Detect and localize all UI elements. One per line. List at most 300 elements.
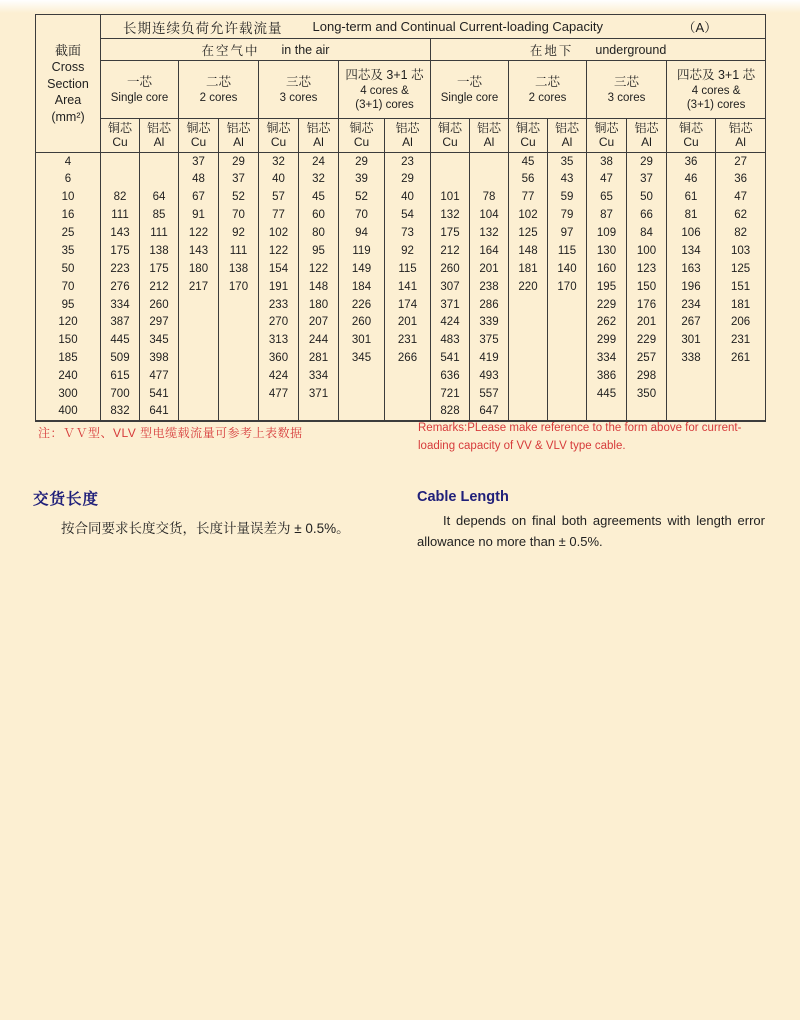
capacity-cell: 641 xyxy=(140,403,179,421)
capacity-cell: 509 xyxy=(101,349,140,367)
capacity-cell: 181 xyxy=(509,260,548,278)
capacity-cell: 234 xyxy=(667,296,716,314)
capacity-cell: 106 xyxy=(667,224,716,242)
capacity-cell: 201 xyxy=(627,314,667,332)
capacity-cell: 636 xyxy=(431,367,470,385)
capacity-cell: 65 xyxy=(587,188,627,206)
capacity-cell xyxy=(179,314,219,332)
capacity-cell: 32 xyxy=(299,170,339,188)
table-row xyxy=(36,242,766,260)
capacity-cell: 95 xyxy=(299,242,339,260)
size-cell: 240 xyxy=(36,367,101,385)
remarks-en: Remarks:PLease make reference to the form above for current-loading capacity of VV & VLV type cable. xyxy=(418,422,742,452)
capacity-cell: 82 xyxy=(716,224,766,242)
capacity-cell xyxy=(509,403,548,421)
capacity-cell: 175 xyxy=(101,242,140,260)
capacity-cell: 122 xyxy=(259,242,299,260)
capacity-cell: 141 xyxy=(385,278,431,296)
capacity-cell: 45 xyxy=(509,153,548,171)
material-header: 铝芯 Al xyxy=(385,119,431,153)
capacity-cell: 231 xyxy=(716,331,766,349)
capacity-cell: 123 xyxy=(627,260,667,278)
capacity-cell: 419 xyxy=(470,349,509,367)
capacity-cell: 445 xyxy=(587,385,627,403)
cross-section-corner-header xyxy=(36,15,101,153)
note-zh: 注：ＶＶ型、VLV 型电缆载流量可参考上表数据 xyxy=(38,426,303,440)
capacity-cell: 40 xyxy=(259,170,299,188)
capacity-cell: 229 xyxy=(587,296,627,314)
capacity-cell: 313 xyxy=(259,331,299,349)
capacity-cell: 170 xyxy=(219,278,259,296)
size-cell: 10 xyxy=(36,188,101,206)
size-cell: 95 xyxy=(36,296,101,314)
corner-label-en: (mm²) xyxy=(51,109,85,124)
capacity-cell: 196 xyxy=(667,278,716,296)
capacity-cell: 97 xyxy=(548,224,587,242)
capacity-cell: 80 xyxy=(299,224,339,242)
capacity-cell: 148 xyxy=(509,242,548,260)
capacity-cell xyxy=(509,296,548,314)
table-title-cell xyxy=(101,15,766,39)
capacity-cell: 52 xyxy=(219,188,259,206)
capacity-cell: 180 xyxy=(299,296,339,314)
cable-length-heading-en: Cable Length xyxy=(417,489,509,505)
capacity-cell: 134 xyxy=(667,242,716,260)
capacity-cell: 62 xyxy=(716,206,766,224)
capacity-cell: 175 xyxy=(431,224,470,242)
capacity-cell: 122 xyxy=(299,260,339,278)
capacity-cell: 493 xyxy=(470,367,509,385)
capacity-cell: 149 xyxy=(339,260,385,278)
capacity-cell: 334 xyxy=(587,349,627,367)
capacity-cell xyxy=(179,331,219,349)
capacity-cell: 261 xyxy=(716,349,766,367)
table-unit-label: （A） xyxy=(682,20,718,35)
material-header: 铝芯 Al xyxy=(299,119,339,153)
capacity-cell: 832 xyxy=(101,403,140,421)
capacity-cell: 109 xyxy=(587,224,627,242)
core-type-header: 四芯及 3+1 芯 4 cores & (3+1) cores xyxy=(667,61,766,119)
capacity-cell: 125 xyxy=(509,224,548,242)
capacity-cell: 23 xyxy=(385,153,431,171)
capacity-cell xyxy=(179,349,219,367)
capacity-cell: 541 xyxy=(431,349,470,367)
capacity-cell xyxy=(259,403,299,421)
material-header: 铝芯 Al xyxy=(548,119,587,153)
material-header: 铝芯 Al xyxy=(716,119,766,153)
capacity-cell: 122 xyxy=(179,224,219,242)
capacity-cell: 29 xyxy=(339,153,385,171)
size-cell: 35 xyxy=(36,242,101,260)
capacity-cell xyxy=(627,403,667,421)
capacity-cell xyxy=(385,367,431,385)
material-header: 铜芯 Cu xyxy=(509,119,548,153)
cable-length-body-en: It depends on final both agreements with length error allowance no more than ± 0.5%. xyxy=(417,513,765,549)
table-row xyxy=(36,349,766,367)
table-title-zh: 长期连续负荷允许载流量 xyxy=(123,20,283,36)
table-row xyxy=(36,314,766,332)
capacity-cell xyxy=(219,403,259,421)
capacity-cell: 111 xyxy=(140,224,179,242)
capacity-cell: 541 xyxy=(140,385,179,403)
capacity-cell: 111 xyxy=(219,242,259,260)
capacity-cell: 557 xyxy=(470,385,509,403)
capacity-cell: 360 xyxy=(259,349,299,367)
capacity-cell xyxy=(339,385,385,403)
capacity-cell: 39 xyxy=(339,170,385,188)
capacity-cell: 371 xyxy=(299,385,339,403)
capacity-cell xyxy=(179,403,219,421)
group-header-in-air xyxy=(101,39,431,61)
capacity-cell: 70 xyxy=(339,206,385,224)
capacity-cell xyxy=(509,385,548,403)
material-header: 铜芯 Cu xyxy=(667,119,716,153)
core-type-header: 二芯 2 cores xyxy=(509,61,587,119)
table-body xyxy=(36,153,766,421)
capacity-cell: 119 xyxy=(339,242,385,260)
capacity-cell xyxy=(219,367,259,385)
capacity-cell: 29 xyxy=(219,153,259,171)
capacity-cell: 111 xyxy=(101,206,140,224)
table-row xyxy=(36,153,766,171)
capacity-cell: 350 xyxy=(627,385,667,403)
table-row xyxy=(36,296,766,314)
table-row xyxy=(36,170,766,188)
capacity-cell xyxy=(219,314,259,332)
capacity-cell: 100 xyxy=(627,242,667,260)
capacity-cell: 24 xyxy=(299,153,339,171)
capacity-cell xyxy=(548,385,587,403)
group-underground-en: underground xyxy=(595,42,667,57)
capacity-cell: 140 xyxy=(548,260,587,278)
capacity-cell: 132 xyxy=(431,206,470,224)
table-row xyxy=(36,260,766,278)
capacity-cell: 46 xyxy=(667,170,716,188)
material-header: 铝芯 Al xyxy=(140,119,179,153)
table-title-row xyxy=(36,15,766,39)
capacity-cell: 180 xyxy=(179,260,219,278)
capacity-cell: 184 xyxy=(339,278,385,296)
capacity-cell: 102 xyxy=(509,206,548,224)
capacity-cell xyxy=(339,367,385,385)
capacity-cell: 281 xyxy=(299,349,339,367)
capacity-cell: 29 xyxy=(627,153,667,171)
capacity-cell: 70 xyxy=(219,206,259,224)
capacity-cell: 286 xyxy=(470,296,509,314)
capacity-cell xyxy=(548,296,587,314)
capacity-cell: 231 xyxy=(385,331,431,349)
capacity-cell: 32 xyxy=(259,153,299,171)
size-cell: 4 xyxy=(36,153,101,171)
capacity-cell: 201 xyxy=(470,260,509,278)
size-cell: 185 xyxy=(36,349,101,367)
material-header: 铜芯 Cu xyxy=(101,119,140,153)
capacity-cell: 297 xyxy=(140,314,179,332)
capacity-cell: 334 xyxy=(101,296,140,314)
capacity-cell: 615 xyxy=(101,367,140,385)
capacity-cell xyxy=(667,367,716,385)
capacity-cell: 267 xyxy=(667,314,716,332)
capacity-cell: 73 xyxy=(385,224,431,242)
capacity-cell: 47 xyxy=(716,188,766,206)
capacity-cell: 47 xyxy=(587,170,627,188)
cable-length-heading-zh: 交货长度 xyxy=(33,491,100,508)
capacity-cell: 38 xyxy=(587,153,627,171)
capacity-cell xyxy=(509,349,548,367)
capacity-cell xyxy=(667,385,716,403)
capacity-cell: 338 xyxy=(667,349,716,367)
capacity-cell xyxy=(385,385,431,403)
core-type-header: 四芯及 3+1 芯 4 cores & (3+1) cores xyxy=(339,61,431,119)
capacity-cell xyxy=(470,170,509,188)
capacity-cell: 176 xyxy=(627,296,667,314)
capacity-cell: 91 xyxy=(179,206,219,224)
size-cell: 120 xyxy=(36,314,101,332)
capacity-cell xyxy=(716,385,766,403)
environment-group-row xyxy=(36,39,766,61)
capacity-cell: 217 xyxy=(179,278,219,296)
capacity-cell: 37 xyxy=(179,153,219,171)
capacity-cell: 87 xyxy=(587,206,627,224)
capacity-cell: 37 xyxy=(627,170,667,188)
capacity-cell: 212 xyxy=(140,278,179,296)
group-in-air-zh: 在空气中 xyxy=(201,43,260,58)
capacity-cell: 170 xyxy=(548,278,587,296)
capacity-cell: 115 xyxy=(385,260,431,278)
core-type-header: 一芯 Single core xyxy=(431,61,509,119)
capacity-cell xyxy=(548,314,587,332)
capacity-cell xyxy=(179,296,219,314)
table-row xyxy=(36,206,766,224)
material-header: 铝芯 Al xyxy=(470,119,509,153)
capacity-cell: 130 xyxy=(587,242,627,260)
size-cell: 6 xyxy=(36,170,101,188)
capacity-cell: 59 xyxy=(548,188,587,206)
capacity-cell: 66 xyxy=(627,206,667,224)
size-cell: 50 xyxy=(36,260,101,278)
capacity-cell: 298 xyxy=(627,367,667,385)
capacity-cell xyxy=(101,170,140,188)
table-row xyxy=(36,278,766,296)
capacity-cell: 375 xyxy=(470,331,509,349)
capacity-cell: 206 xyxy=(716,314,766,332)
material-header: 铜芯 Cu xyxy=(179,119,219,153)
capacity-cell: 201 xyxy=(385,314,431,332)
group-header-underground xyxy=(431,39,766,61)
capacity-cell: 150 xyxy=(627,278,667,296)
capacity-cell: 387 xyxy=(101,314,140,332)
core-type-header-row xyxy=(36,61,766,119)
capacity-cell: 56 xyxy=(509,170,548,188)
capacity-cell: 345 xyxy=(339,349,385,367)
capacity-cell: 445 xyxy=(101,331,140,349)
capacity-cell: 77 xyxy=(509,188,548,206)
core-type-header: 一芯 Single core xyxy=(101,61,179,119)
corner-label-en: Cross xyxy=(51,60,85,75)
capacity-cell: 233 xyxy=(259,296,299,314)
capacity-cell: 424 xyxy=(259,367,299,385)
capacity-cell: 143 xyxy=(179,242,219,260)
capacity-cell xyxy=(548,331,587,349)
capacity-cell xyxy=(587,403,627,421)
size-cell: 16 xyxy=(36,206,101,224)
capacity-cell: 54 xyxy=(385,206,431,224)
material-header: 铜芯 Cu xyxy=(587,119,627,153)
capacity-cell: 257 xyxy=(627,349,667,367)
capacity-cell: 220 xyxy=(509,278,548,296)
capacity-cell: 164 xyxy=(470,242,509,260)
capacity-cell xyxy=(548,349,587,367)
capacity-cell: 276 xyxy=(101,278,140,296)
table-row xyxy=(36,367,766,385)
capacity-cell: 94 xyxy=(339,224,385,242)
capacity-cell: 260 xyxy=(431,260,470,278)
capacity-cell: 40 xyxy=(385,188,431,206)
cable-length-body-zh: 按合同要求长度交货，长度计量误差为 ± 0.5%。 xyxy=(61,521,350,536)
capacity-cell: 477 xyxy=(259,385,299,403)
capacity-cell xyxy=(219,385,259,403)
table-row xyxy=(36,385,766,403)
capacity-cell: 424 xyxy=(431,314,470,332)
capacity-cell: 229 xyxy=(627,331,667,349)
capacity-cell: 212 xyxy=(431,242,470,260)
capacity-cell: 78 xyxy=(470,188,509,206)
capacity-cell: 154 xyxy=(259,260,299,278)
capacity-cell xyxy=(179,385,219,403)
capacity-cell: 266 xyxy=(385,349,431,367)
size-cell: 400 xyxy=(36,403,101,421)
capacity-cell: 27 xyxy=(716,153,766,171)
group-in-air-en: in the air xyxy=(281,42,330,57)
capacity-cell: 52 xyxy=(339,188,385,206)
size-cell: 70 xyxy=(36,278,101,296)
capacity-cell xyxy=(548,403,587,421)
capacity-cell: 483 xyxy=(431,331,470,349)
capacity-cell: 37 xyxy=(219,170,259,188)
capacity-cell: 77 xyxy=(259,206,299,224)
capacity-cell: 84 xyxy=(627,224,667,242)
table-row xyxy=(36,224,766,242)
capacity-cell xyxy=(470,153,509,171)
capacity-cell xyxy=(219,331,259,349)
capacity-cell: 207 xyxy=(299,314,339,332)
capacity-cell: 60 xyxy=(299,206,339,224)
capacity-cell xyxy=(716,403,766,421)
capacity-cell: 238 xyxy=(470,278,509,296)
capacity-cell: 36 xyxy=(667,153,716,171)
capacity-cell: 103 xyxy=(716,242,766,260)
capacity-cell: 477 xyxy=(140,367,179,385)
capacity-cell: 92 xyxy=(219,224,259,242)
capacity-cell xyxy=(431,153,470,171)
capacity-cell: 262 xyxy=(587,314,627,332)
current-capacity-table xyxy=(35,14,766,422)
capacity-cell: 175 xyxy=(140,260,179,278)
capacity-cell xyxy=(339,403,385,421)
capacity-cell: 61 xyxy=(667,188,716,206)
capacity-cell: 101 xyxy=(431,188,470,206)
capacity-cell: 29 xyxy=(385,170,431,188)
capacity-cell: 270 xyxy=(259,314,299,332)
capacity-cell: 82 xyxy=(101,188,140,206)
table-row xyxy=(36,403,766,421)
capacity-cell: 301 xyxy=(339,331,385,349)
capacity-cell xyxy=(431,170,470,188)
core-type-header: 三芯 3 cores xyxy=(587,61,667,119)
material-header: 铜芯 Cu xyxy=(339,119,385,153)
corner-label-en: Area xyxy=(54,93,82,108)
table-row xyxy=(36,331,766,349)
capacity-cell xyxy=(219,349,259,367)
capacity-cell: 92 xyxy=(385,242,431,260)
capacity-cell xyxy=(219,296,259,314)
capacity-cell xyxy=(140,153,179,171)
capacity-cell xyxy=(716,367,766,385)
capacity-cell: 345 xyxy=(140,331,179,349)
capacity-cell xyxy=(385,403,431,421)
capacity-cell xyxy=(509,367,548,385)
capacity-cell: 57 xyxy=(259,188,299,206)
capacity-cell: 398 xyxy=(140,349,179,367)
capacity-cell: 85 xyxy=(140,206,179,224)
table-title-en: Long-term and Continual Current-loading Capacity xyxy=(312,19,603,34)
capacity-cell: 50 xyxy=(627,188,667,206)
capacity-cell: 36 xyxy=(716,170,766,188)
capacity-cell: 299 xyxy=(587,331,627,349)
capacity-cell: 828 xyxy=(431,403,470,421)
capacity-cell: 721 xyxy=(431,385,470,403)
capacity-cell: 160 xyxy=(587,260,627,278)
table-row xyxy=(36,188,766,206)
capacity-cell xyxy=(299,403,339,421)
capacity-cell: 45 xyxy=(299,188,339,206)
capacity-cell: 371 xyxy=(431,296,470,314)
capacity-cell: 223 xyxy=(101,260,140,278)
capacity-cell xyxy=(101,153,140,171)
top-fade-band xyxy=(0,0,800,13)
capacity-cell: 64 xyxy=(140,188,179,206)
capacity-cell xyxy=(509,331,548,349)
size-cell: 25 xyxy=(36,224,101,242)
capacity-cell: 163 xyxy=(667,260,716,278)
capacity-cell: 48 xyxy=(179,170,219,188)
core-type-header: 二芯 2 cores xyxy=(179,61,259,119)
capacity-cell xyxy=(140,170,179,188)
capacity-cell: 700 xyxy=(101,385,140,403)
corner-label-zh: 截面 xyxy=(54,42,81,58)
capacity-cell: 67 xyxy=(179,188,219,206)
capacity-cell xyxy=(667,403,716,421)
capacity-cell: 115 xyxy=(548,242,587,260)
capacity-cell: 195 xyxy=(587,278,627,296)
capacity-cell: 226 xyxy=(339,296,385,314)
capacity-cell: 148 xyxy=(299,278,339,296)
capacity-cell: 260 xyxy=(339,314,385,332)
capacity-cell: 81 xyxy=(667,206,716,224)
capacity-cell: 35 xyxy=(548,153,587,171)
material-header: 铜芯 Cu xyxy=(259,119,299,153)
core-type-header: 三芯 3 cores xyxy=(259,61,339,119)
capacity-cell: 102 xyxy=(259,224,299,242)
capacity-cell: 79 xyxy=(548,206,587,224)
group-underground-zh: 在地下 xyxy=(529,43,574,58)
capacity-cell: 181 xyxy=(716,296,766,314)
capacity-cell: 138 xyxy=(219,260,259,278)
capacity-cell: 334 xyxy=(299,367,339,385)
capacity-cell xyxy=(179,367,219,385)
material-header: 铜芯 Cu xyxy=(431,119,470,153)
material-header: 铝芯 Al xyxy=(219,119,259,153)
